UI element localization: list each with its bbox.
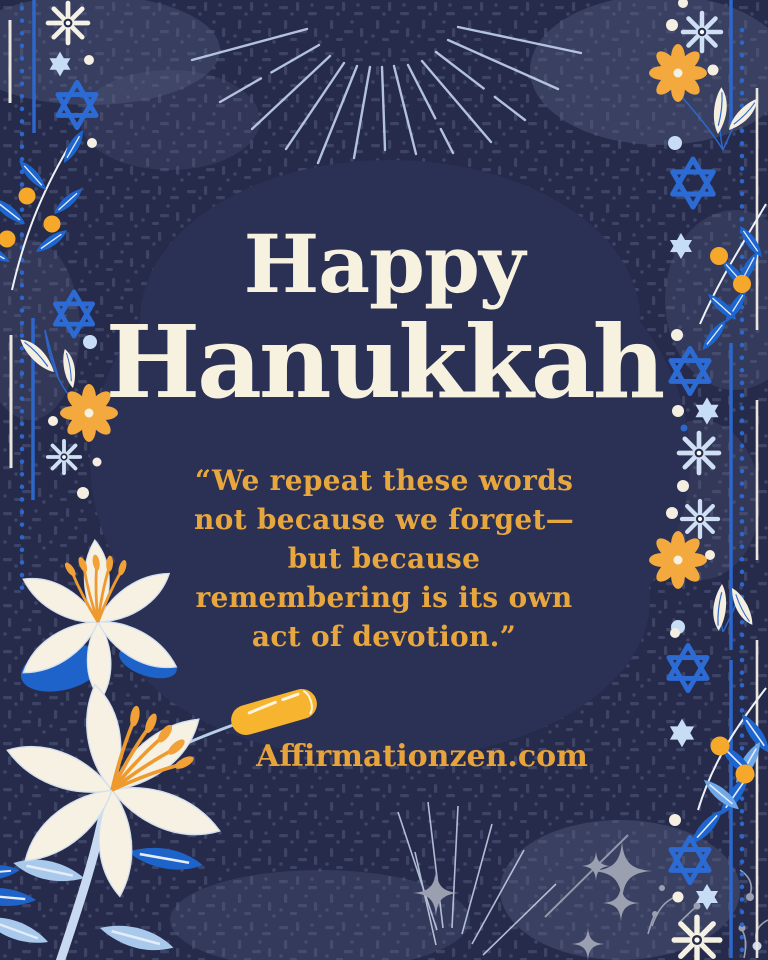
site-credit: Affirmationzen.com bbox=[256, 739, 588, 774]
dot bbox=[668, 136, 682, 150]
quote-line: act of devotion.” bbox=[251, 620, 517, 653]
dot bbox=[666, 19, 678, 31]
dot bbox=[681, 425, 688, 432]
sparkle-star-icon bbox=[48, 3, 88, 43]
daisy-flower-icon bbox=[649, 44, 707, 102]
greeting-title-line1: Happy bbox=[243, 217, 525, 311]
greeting-quote bbox=[0, 461, 768, 656]
quote-line: not because we forget— bbox=[193, 503, 575, 536]
quote-line: “We repeat these words bbox=[194, 464, 574, 497]
sparkle-star-icon bbox=[674, 917, 720, 960]
dot bbox=[669, 814, 681, 826]
greeting-title-line2: Hanukkah bbox=[105, 303, 663, 421]
dot bbox=[84, 55, 94, 65]
dot bbox=[87, 138, 97, 148]
quote-line: but because bbox=[287, 542, 481, 575]
sparkle-star-icon bbox=[683, 13, 721, 51]
quote-line: remembering is its own bbox=[195, 581, 573, 614]
greeting-title bbox=[0, 217, 768, 421]
dot bbox=[48, 416, 58, 426]
